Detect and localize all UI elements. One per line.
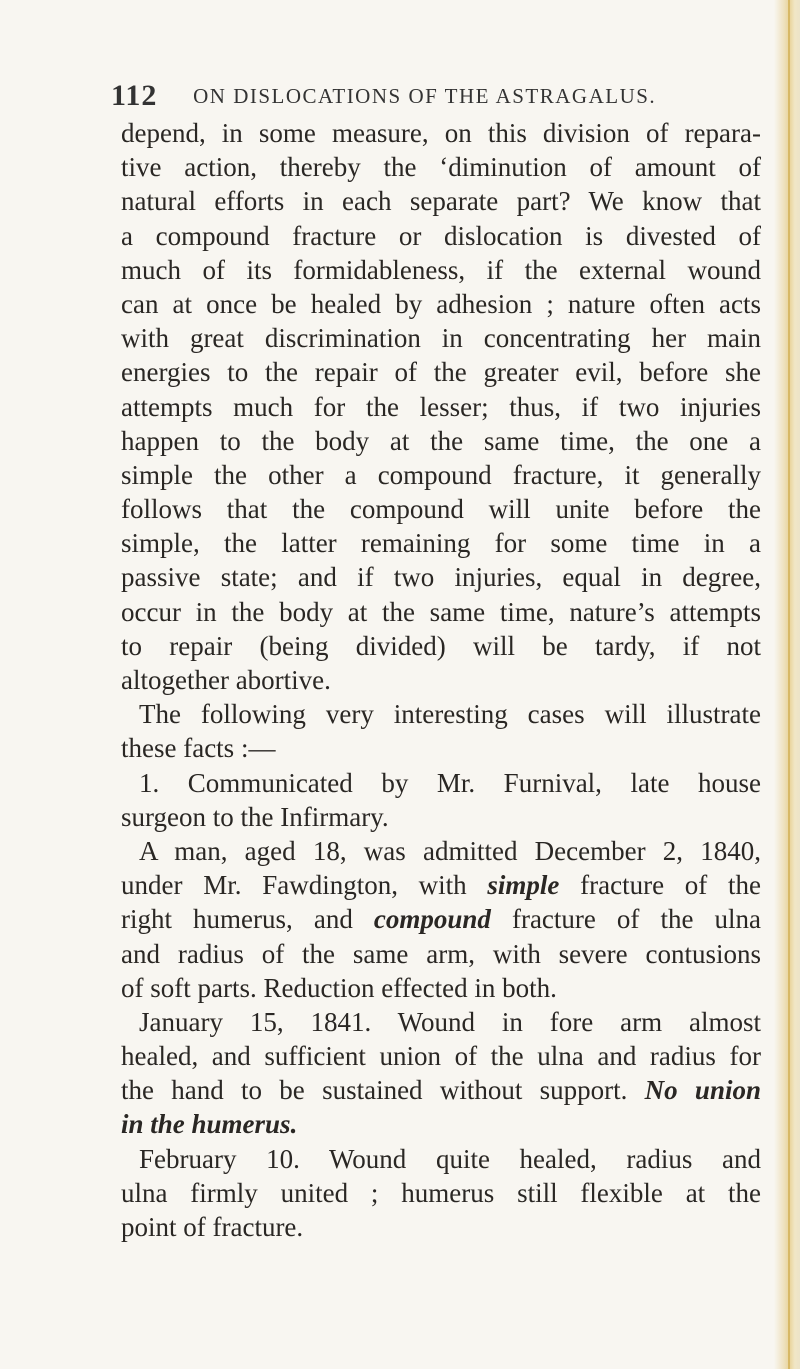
text-line: passive state; and if two injuries, equal in degree, (121, 562, 761, 593)
page-edge-line (788, 0, 790, 1369)
text-segment: under Mr. Fawdington, with (121, 870, 488, 901)
text-line (121, 902, 761, 936)
text-line: simple, the latter remaining for some time in a (121, 528, 761, 559)
text-segment: fracture of the ulna (490, 904, 762, 935)
text-line: ulna firmly united ; humerus still flexible at the (121, 1177, 761, 1208)
text-line: depend, in some measure, on this division of repara- (121, 118, 761, 148)
text-line: tive action, thereby the ‘diminution of amount of (121, 152, 761, 183)
text-line: and radius of the same arm, with severe contusions (121, 938, 761, 969)
text-line (121, 868, 761, 902)
running-head: ON DISLOCATIONS OF THE ASTRAGALUS. (193, 83, 657, 108)
text-line: A man, aged 18, was admitted December 2, 1840, (139, 835, 761, 866)
text-segment: fracture of the (559, 870, 761, 901)
text-line: to repair (being divided) will be tardy, if not (121, 630, 761, 661)
text-line (121, 1073, 761, 1107)
page-edge (774, 0, 800, 1369)
text-line: happen to the body at the same time, the one a (121, 425, 761, 456)
text-line: 1. Communicated by Mr. Furnival, late house (139, 767, 761, 798)
text-line: energies to the repair of the greater evil, before she (121, 357, 761, 388)
text-line: of soft parts. Reduction effected in both. (121, 972, 557, 1003)
text-line: healed, and sufficient union of the ulna and radius for (121, 1041, 761, 1072)
text-line: attempts much for the lesser; thus, if two injuries (121, 391, 761, 422)
text-segment: the hand to be sustained without support. (121, 1075, 645, 1106)
page-header (111, 79, 711, 111)
italic-term: in the humerus. (121, 1109, 298, 1140)
text-line: surgeon to the Infirmary. (121, 801, 389, 832)
text-line: with great discrimination in concentrating her main (121, 323, 761, 354)
text-line: follows that the compound will unite before the (121, 494, 761, 525)
text-line (121, 1107, 761, 1141)
text-line: these facts :— (121, 733, 276, 764)
text-line: natural efforts in each separate part? We know that (121, 186, 761, 217)
text-line: simple the other a compound fracture, it generally (121, 459, 761, 490)
italic-term: compound (373, 904, 491, 935)
text-segment: right humerus, and (121, 904, 374, 935)
text-line: The following very interesting cases will illustrate (139, 699, 761, 730)
text-line: occur in the body at the same time, nature’s attempts (121, 596, 761, 627)
italic-term: simple (487, 870, 560, 901)
text-line: point of fracture. (121, 1212, 304, 1242)
text-line: can at once be healed by adhesion ; nature often acts (121, 288, 761, 319)
italic-term: No union (644, 1075, 761, 1106)
body-text (121, 116, 761, 1244)
text-line: February 10. Wound quite healed, radius and (139, 1143, 761, 1174)
text-line: January 15, 1841. Wound in fore arm almost (139, 1006, 761, 1037)
page-number: 112 (111, 79, 158, 112)
text-line: altogether abortive. (121, 665, 331, 695)
text-line: a compound fracture or dislocation is divested of (121, 220, 761, 251)
text-line: much of its formidableness, if the external wound (121, 254, 761, 285)
